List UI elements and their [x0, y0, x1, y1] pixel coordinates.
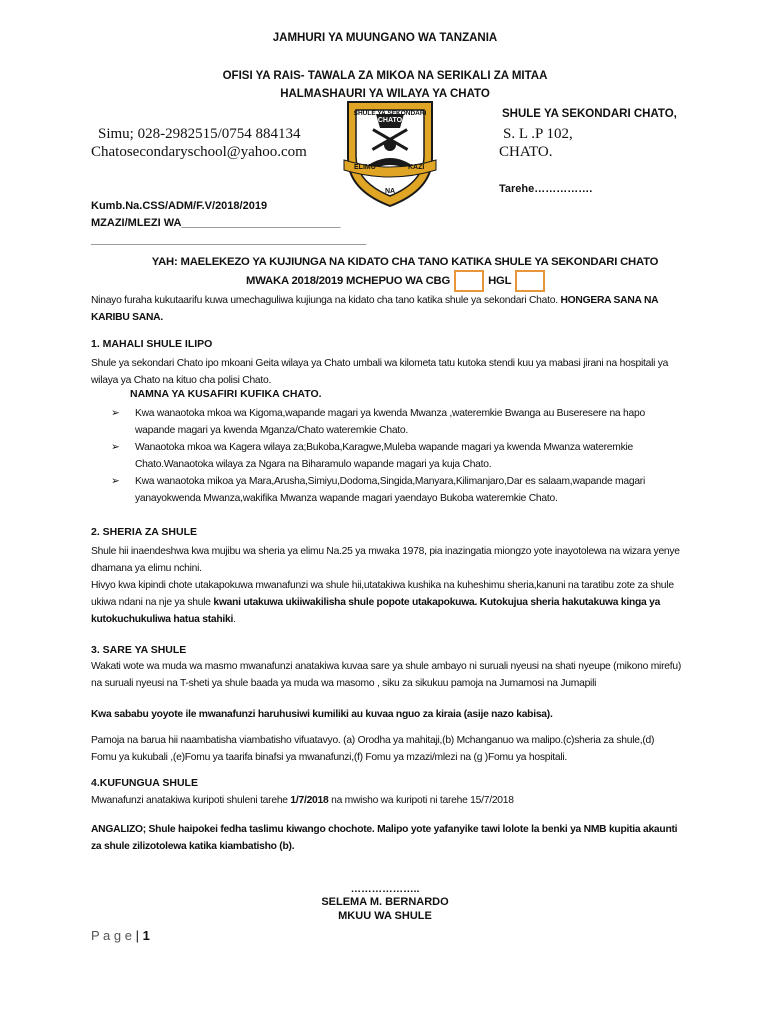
addressee: MZAZI/MLEZI WA__________________________ — [91, 217, 341, 229]
logo-bottom-right: KAZI — [408, 164, 425, 171]
payment-notice: ANGALIZO; Shule haipokei fedha taslimu kiwango chochote. Malipo yote yafanyike tawi lolote la benki ya NMB kupitia akaunti za shule zilizotolewa katika kiambatisho (b). — [91, 824, 678, 852]
section-4-title: 4.KUFUNGUA SHULE — [91, 777, 198, 789]
signatory-name: SELEMA M. BERNARDO — [321, 896, 449, 908]
travel-item-1: ➢ Kwa wanaotoka mkoa wa Kigoma,wapande magari ya kwenda Mwanza ,wateremkie Bwanga au Buseresere na hapo wapande magari ya kwenda Mganza/Chato wateremkie Chato. — [111, 408, 645, 436]
section-3-attachments: Pamoja na barua hii naambatisha viambatisho vifuatavyo. (a) Orodha ya mahitaji,(b) Mchanganuo wa malipo.(c)sheria za shule,(d) Fomu ya kukubali ,(e)Fomu ya taarifa binafsi ya mwanafunzi,(f) Fomu ya mzazi/mlezi na (g )Fomu ya hospitali. — [91, 735, 655, 763]
school-email: Chatosecondaryschool@yahoo.com — [91, 144, 307, 160]
cbg-checkbox[interactable] — [454, 270, 484, 292]
intro-paragraph — [91, 292, 681, 326]
logo-band-text: CHATO — [377, 117, 403, 124]
section-2-text-2: Hivyo kwa kipindi chote utakapokuwa mwanafunzi wa shule hii,utatakiwa kushika na kuheshimu sheria,kanuni na taratibu zote za shule ukiwa ndani na nje ya shule kwani utakuwa ukiiwakilisha shule popote utakapokuwa. Kutokujua sheria hakutakuwa kinga ya kutokuchukuliwa hatua stahiki. — [91, 580, 674, 625]
page-footer — [91, 928, 150, 943]
subject-stream: MWAKA 2018/2019 MCHEPUO WA CBG — [246, 274, 451, 287]
subject-hgl: HGL — [488, 274, 512, 287]
logo-bottom-left: ELIMU — [354, 164, 376, 171]
school-name: SHULE YA SEKONDARI CHATO, — [502, 108, 677, 120]
subject-line-2 — [246, 270, 549, 292]
reference-number: Kumb.Na.CSS/ADM/F.V/2018/2019 — [91, 200, 268, 212]
section-1-title: 1. MAHALI SHULE ILIPO — [91, 338, 213, 350]
page-label: P a g e — [91, 928, 132, 943]
section-3-text-1: Wakati wote wa muda wa masmo mwanafunzi anatakiwa kuvaa sare ya shule ambayo ni suruali nyeusi na shati nyeupe (mikono mirefu) na suruali nyeusi na T-sheti ya shule baada ya muda wa masomo , siku za sikukuu pamoja na Jumamosi na Jumapili — [91, 661, 681, 689]
school-phone: Simu; 028-2982515/0754 884134 — [98, 126, 301, 142]
travel-list — [91, 405, 681, 507]
logo-bottom-center: NA — [384, 188, 396, 195]
addressee-line: _____________________________________________ — [91, 234, 367, 246]
logo-top-text: SHULE YA SEKONDARI — [353, 110, 427, 117]
section-2-title: 2. SHERIA ZA SHULE — [91, 526, 197, 538]
school-town: CHATO. — [499, 144, 553, 160]
section-2-warning: kwani utakuwa ukiiwakilisha shule popote utakapokuwa. Kutokujua sheria hakutakuwa kinga ya kutokuchukuliwa hatua stahiki — [91, 597, 661, 625]
travel-item-3: ➢ Kwa wanaotoka mikoa ya Mara,Arusha,Simiyu,Dodoma,Singida,Manyara,Kilimanjaro,Dar es salaam,wapande magari yanayokwenda Mwanza,wakifika Mwanza wapande magari yaendayo Bukoba wateremkie Chato. — [111, 476, 646, 504]
intro-congrats: HONGERA SANA NA KARIBU SANA. — [91, 295, 658, 323]
travel-item-2: ➢ Wanaotoka mkoa wa Kagera wilaya za;Bukoba,Karagwe,Muleba wapande magari ya kwenda Mwanza wateremkie Chato.Wanaotoka wilaya za Ngara na Biharamulo wapande magari ya kuja Chato. — [111, 442, 633, 470]
school-po-box: S. L .P 102, — [503, 126, 573, 142]
signature-dots: ……………….. — [350, 883, 420, 895]
travel-subtitle: NAMNA YA KUSAFIRI KUFIKA CHATO. — [130, 388, 322, 400]
subject-line-1: YAH: MAELEKEZO YA KUJIUNGA NA KIDATO CHA TANO KATIKA SHULE YA SEKONDARI CHATO — [151, 256, 659, 268]
hgl-checkbox[interactable] — [515, 270, 545, 292]
page-number: 1 — [142, 928, 150, 943]
signatory-title: MKUU WA SHULE — [338, 910, 432, 922]
page-separator: | — [135, 928, 139, 943]
header-country: JAMHURI YA MUUNGANO WA TANZANIA — [272, 32, 498, 44]
section-3-title: 3. SARE YA SHULE — [91, 644, 187, 656]
section-1-text: Shule ya sekondari Chato ipo mkoani Geita wilaya ya Chato umbali wa kilometa tatu kutoka stendi kuu ya mabasi jirani na hospitali ya wilaya ya Chato na kituo cha polisi Chato. — [91, 358, 669, 386]
intro-text: Ninayo furaha kukutaarifu kuwa umechaguliwa kujiunga na kidato cha tano katika shule ya sekondari Chato. — [91, 295, 561, 306]
section-4-text: Mwanafunzi anatakiwa kuripoti shuleni tarehe 1/7/2018 na mwisho wa kuripoti ni tarehe 15/7/2018 — [91, 795, 514, 806]
section-3-warning: Kwa sababu yoyote ile mwanafunzi haruhusiwi kumiliki au kuvaa nguo za kiraia (asije nazo kabisa). — [91, 709, 553, 720]
school-logo — [340, 98, 440, 210]
section-2-text-1: Shule hii inaendeshwa kwa mujibu wa sheria ya elimu Na.25 ya mwaka 1978, pia inazingatia miongzo yote inayotolewa na wizara yenye dhamana ya elimu nchini. — [91, 546, 680, 574]
report-date: 1/7/2018 — [290, 795, 329, 806]
header-ministry: OFISI YA RAIS- TAWALA ZA MIKOA NA SERIKALI ZA MITAA — [222, 70, 548, 82]
header-council: HALMASHAURI YA WILAYA YA CHATO — [280, 88, 490, 100]
date-label: Tarehe……………. — [499, 183, 593, 195]
